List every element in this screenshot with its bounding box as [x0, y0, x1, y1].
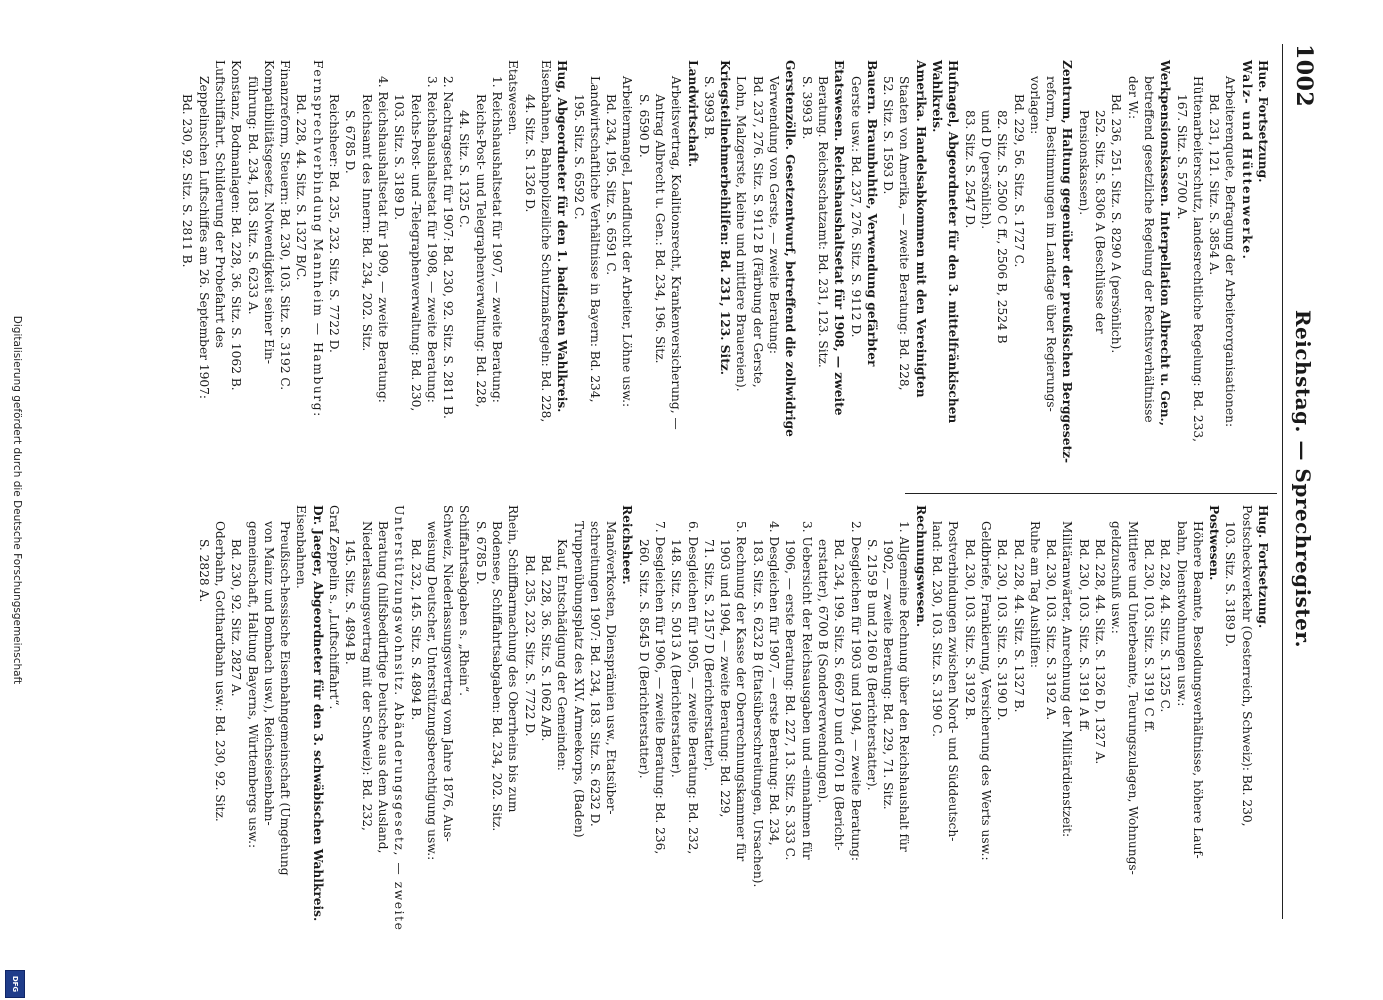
register-line: Bauern. Braunbuhtie, Verwendung gefärbter: [864, 60, 879, 367]
register-line: Höhere Beamte, Besoldungsverhältnisse, höhere Lauf-: [1190, 521, 1205, 859]
register-line: 183. Sitz. S. 6232 B (Etatsüberschreitungen, Ursachen).: [750, 539, 765, 888]
register-line: 252. Sitz. S. 8306 A (Beschlüsse der: [1093, 110, 1108, 334]
register-line: Etatswesen. Reichshaushaltsetat für 1908, — zweite: [832, 60, 847, 416]
register-line: S. 6590 D.: [636, 94, 651, 158]
register-line: S. 2828 A.: [196, 539, 211, 603]
register-line: Bd. 230, 92. Sitz. 2827 A.: [229, 539, 244, 697]
register-line: 44. Sitz. S. 1326 D.: [522, 94, 537, 213]
register-line: 145. Sitz. S. 4894 B.: [343, 539, 358, 665]
register-line: Bd. 228, 36. Sitz. S. 1062 A/B.: [538, 555, 553, 742]
register-line: 1903 und 1904, — zweite Beratung: Bd. 229,: [718, 539, 733, 818]
register-line: Postverbindungen zwischen Nord- und Süddeutsch-: [946, 521, 961, 842]
register-line: Antrag Albrecht u. Gen.: Bd. 234, 196. Sitz.: [653, 94, 668, 364]
register-line: Luftschiffahrt. Schilderung der Probefahrt des: [213, 60, 227, 349]
register-line: 1906, — erste Beratung: Bd. 227, 13. Sitz. S. 333 C.: [783, 539, 798, 861]
register-line: Bd. 230, 103. Sitz. S. 3192 A.: [1044, 539, 1059, 721]
dfg-logo: DFG: [5, 970, 25, 998]
right-column: [195, 505, 1271, 935]
register-line: reform, Bestimmungen im Landtage über Regierungs-: [1044, 76, 1059, 412]
register-line: 3. Uebersicht der Reichsausgaben und -einnahmen für: [799, 521, 814, 860]
register-line: Bd. 231, 121. Sitz. S. 3854 A.: [1207, 94, 1222, 276]
register-line: vorlagen:: [1027, 76, 1042, 135]
register-line: 3. Reichshaushaltsetat für 1908, — zweite Beratung:: [424, 76, 439, 403]
register-line: 4. Reichshaushaltsetat für 1909, — zweite Beratung:: [375, 76, 390, 403]
left-column: [179, 60, 1271, 490]
register-line: Pensionskassen).: [1076, 110, 1091, 216]
register-line: Hue. Fortsetzung.: [1256, 60, 1270, 183]
register-line: Niederlassungsvertrag mit der Schweiz): Bd. 232,: [359, 521, 374, 831]
register-line: Unterstützungswohnsitz. Abänderungsgesetz, — zweite: [392, 505, 407, 932]
register-line: Hug. Fortsetzung.: [1256, 505, 1270, 629]
register-line: Staaten von Amerika, — zweite Beratung: Bd. 228,: [897, 76, 912, 391]
register-line: Rhein, Schiffbarmachung des Oberrheins bis zum: [506, 505, 521, 813]
register-line: Preußisch-hessische Eisenbahngemeinschaft (Umgehung: [278, 521, 293, 876]
register-line: erstatter), 6700 B (Sonderverwendungen).: [815, 539, 830, 804]
register-line: Arbeitsvertrag, Koalitionsrecht, Krankenversicherung, —: [669, 76, 684, 430]
header-rule: [1282, 44, 1283, 919]
register-line: 148. Sitz. S. 5013 A (Berichterstatter).: [669, 539, 684, 778]
register-line: der W.:: [1125, 76, 1140, 120]
register-line: Konstanz, Bodmanlagen: Bd. 228, 36. Sitz. S. 1062 B.: [229, 60, 244, 391]
register-line: Bodensee, Schiffahrtsabgaben: Bd. 234, 202. Sitz.: [490, 521, 505, 832]
register-line: Arbeitermangel, Landflucht der Arbeiter, Löhne usw.:: [620, 76, 635, 408]
register-line: Lohn, Malzgerste, kleine und mittlere Brauereien).: [734, 76, 749, 392]
register-line: 1. Allgemeine Rechnung über den Reichshaushalt für: [897, 521, 912, 852]
register-line: 5. Rechnung der Kasse der Oberrechnungskammer für: [734, 521, 749, 862]
register-line: führung: Bd. 234, 183. Sitz. S. 6233 A.: [245, 76, 260, 315]
register-line: Reichsheer: Bd. 235, 232. Sitz. S. 7722 D.: [327, 94, 342, 353]
register-line: Manöverkosten, Diensprämien usw., Etatsüber-: [604, 521, 619, 815]
register-line: Postscheckverkehr (Oesterreich, Schweiz): Bd. 230,: [1239, 505, 1254, 827]
register-line: Eisenbahnen.: [294, 505, 309, 589]
register-line: S. 6785 D.: [473, 521, 488, 585]
page-header: [1283, 44, 1323, 914]
register-line: Bd. 228, 44. Sitz. S. 1327 B.: [1011, 539, 1026, 713]
page-number: 1002: [1291, 44, 1317, 108]
register-line: Arbeiterenquete, Befragung der Arbeiterorganisationen:: [1223, 76, 1238, 428]
register-line: Kriegsteilnehmerbeihilfen: Bd. 231, 123. Sitz.: [718, 60, 733, 375]
register-line: 2. Desgleichen für 1903 und 1904, — zweite Beratung:: [848, 521, 863, 862]
register-line: Dr. Jaeger, Abgeordneter für den 3. schwäbischen Wahlkreis.: [310, 505, 325, 922]
register-line: Reichsamt des Innern: Bd. 234, 202. Sitz.: [359, 94, 374, 352]
register-line: Geldbriefe, Frankierung, Versicherung des Werts usw.:: [978, 521, 993, 861]
register-line: Postwesen.: [1207, 505, 1222, 581]
register-line: 71. Sitz. S. 2157 D (Berichterstatter).: [701, 539, 716, 771]
register-line: schreitungen 1907: Bd. 234, 183. Sitz. S. 6232 D.: [587, 521, 602, 827]
register-line: Bd. 236, 251. Sitz. S. 8290 A (persönlich).: [1109, 94, 1124, 354]
register-line: 7. Desgleichen für 1906, — zweite Beratung: Bd. 236,: [653, 521, 668, 855]
register-line: S. 6785 D.: [343, 110, 358, 174]
register-line: Kompatibilitätsgesetz. Notwendigkeit seiner Ein-: [261, 60, 276, 364]
register-line: Bd. 234, 195. Sitz. S. 6591 C.: [604, 94, 619, 276]
register-line: Finanzreform, Steuern: Bd. 230, 103. Sitz. S. 3192 C.: [278, 60, 293, 391]
register-line: Schweiz, Niederlassungsvertrag vom Jahre 1876, Aus-: [441, 505, 456, 842]
register-line: Bd. 229, 56. Sitz. S. 1727 C.: [1011, 94, 1026, 268]
register-line: Bd. 230, 103. Sitz. S. 3191 A ff.: [1076, 539, 1091, 733]
register-line: Landwirtschaftliche Verhältnisse in Bayern: Bd. 234,: [587, 76, 602, 403]
register-line: Bd. 230, 103. Sitz. S. 3192 B.: [962, 539, 977, 721]
register-line: bahn, Dienstwohnungen usw.:: [1174, 521, 1189, 707]
register-line: S. 3993 B.: [799, 76, 814, 140]
register-line: 103. Sitz. S. 3189 D.: [392, 94, 407, 221]
register-line: Bd. 230, 92. Sitz. S. 2811 B.: [180, 94, 195, 268]
register-line: S. 2159 B und 2160 B (Berichterstatter).: [864, 539, 879, 791]
register-line: Truppenübungsplatz des XIV. Armeekorps, (Baden): [571, 521, 586, 838]
register-line: Etatswesen.: [506, 60, 521, 136]
register-line: Reichsheer.: [620, 505, 635, 585]
register-line: Militäranwärter, Anrechnung der Militärdienstzeit:: [1060, 521, 1075, 838]
register-line: Reichs-Post- und -Telegraphenverwaltung: Bd. 230,: [408, 94, 423, 412]
register-line: Zeppelinschen Luftschiffes am 26. September 1907:: [196, 76, 211, 400]
register-line: Oderbahn, Gotthardbahn usw.: Bd. 230, 92. Sitz.: [213, 521, 227, 822]
register-line: 1902, — zweite Beratung: Bd. 229, 71. Sitz.: [881, 539, 896, 810]
register-line: geldzuschuß usw.:: [1109, 521, 1124, 634]
register-line: Werkpensionskassen. Interpellation Albrecht u. Gen.,: [1158, 60, 1173, 427]
column-divider: [905, 493, 1277, 494]
register-line: Bd. 230, 103. Sitz. S. 3191 C ff.: [1141, 539, 1156, 733]
running-title: Reichstag. — Sprechregister.: [1291, 309, 1315, 649]
funding-note: Digitalisierung gefördert durch die Deutsche Forschungsgemeinschaft: [11, 315, 23, 685]
register-line: und D (persönlich).: [978, 110, 993, 230]
register-line: Bd. 234, 199. Sitz. S. 6697 D und 6701 B (Bericht-: [832, 539, 847, 851]
register-line: 52. Sitz. S. 1593 D.: [881, 76, 896, 195]
register-line: weisung Deutscher, Unterstützungsberechtigung usw.:: [424, 521, 439, 861]
register-line: Bd. 228, 44. Sitz. S. 1327 B/C.: [294, 94, 309, 281]
register-line: Beratung (hilfsbedürftige Deutsche aus dem Ausland,: [375, 521, 390, 854]
register-line: 260. Sitz. S. 8545 D (Berichterstatter).: [636, 539, 651, 779]
register-line: Graf Zeppelin s. „Luftschiffahrt“.: [327, 505, 342, 710]
register-line: Bd. 230, 103. Sitz. S. 3190 D.: [995, 539, 1010, 721]
register-line: 103. Sitz. S. 3189 D.: [1223, 521, 1238, 648]
register-line: land: Bd. 230, 103. Sitz. S. 3190 C.: [930, 521, 945, 737]
register-line: Rechnungswesen.: [913, 505, 928, 628]
register-line: Hufnagel, Abgeordneter für den 3. mittelfränkischen Wahlkreis.: [930, 60, 961, 424]
register-line: Schiffahrtsabgaben s. „Rhein“.: [457, 505, 472, 696]
register-line: Hug, Abgeordneter für den 1. badischen Wahlkreis.: [555, 60, 570, 413]
register-line: Mittlere und Unterbeamte, Teurungszulagen, Wohnungs-: [1125, 521, 1140, 875]
register-line: Kauf, Entschädigung der Gemeinden:: [555, 539, 570, 771]
register-line: 82. Sitz. S. 2500 C ff., 2506 B, 2524 B: [995, 110, 1010, 344]
register-line: Beratung. Reichsschatzamt: Bd. 231, 123. Sitz.: [815, 76, 830, 368]
register-line: Bd. 237, 276. Sitz. S. 9112 B (Färbung der Gerste,: [750, 76, 765, 388]
register-line: Bd. 235, 232. Sitz. S. 7722 D.: [522, 555, 537, 737]
register-line: Verwendung von Gerste, — zweite Beratung:: [767, 76, 782, 354]
register-line: gemeinschaft, Haltung Bayerns, Württembergs usw.:: [245, 521, 260, 849]
register-line: Landwirtschaft.: [685, 60, 700, 168]
register-line: 1. Reichshaushaltsetat für 1907, — zweite Beratung:: [490, 76, 505, 403]
register-line: S. 3993 B.: [701, 76, 716, 140]
register-line: 195. Sitz. S. 6592 C.: [571, 94, 586, 220]
register-line: Gerstenzölle. Gesetzentwurf, betreffend die zollwidrige: [783, 60, 798, 437]
register-line: Bd. 232, 145. Sitz. S. 4894 B.: [408, 539, 423, 721]
register-line: 6. Desgleichen für 1905, — zweite Beratung: Bd. 232,: [685, 521, 700, 855]
register-line: Gerste usw.: Bd. 237, 276. Sitz. S. 9112 D.: [848, 76, 863, 338]
register-line: 2. Nachtragsetat für 1907: Bd. 230, 92. Sitz. S. 2811 B.: [441, 76, 456, 419]
register-line: Reichs-Post- und Telegraphenverwaltung: Bd. 228,: [473, 94, 488, 408]
register-line: von Mainz und Bombach usw.), Reichseisenbahn-: [261, 521, 276, 826]
register-line: Amerika. Handelsabkommen mit den Vereinigten: [913, 60, 928, 398]
register-line: Hüttenarbeiterschutz, landesrechtliche Regelung: Bd. 233,: [1190, 76, 1205, 442]
register-line: Eisenbahnen, Bahnpolizeiliche Schutzmaßregeln: Bd. 228,: [538, 60, 553, 423]
register-line: Ruhe am Tag Aushilfen:: [1027, 521, 1042, 669]
register-line: Zentrum, Haltung gegenüber der preußischen Berggesetz-: [1060, 60, 1075, 464]
register-line: 44. Sitz. S. 1325 C.: [457, 110, 472, 228]
register-line: Walz- und Hüttenwerke.: [1239, 60, 1254, 261]
register-line: Fernsprechverbindung Mannheim — Hamburg:: [310, 60, 325, 418]
register-line: Bd. 228, 44. Sitz. S. 1326 D, 1327 A.: [1093, 539, 1108, 765]
register-line: Bd. 228, 44. Sitz. S. 1325 C.: [1158, 539, 1173, 713]
register-line: 83. Sitz. S. 2547 D.: [962, 110, 977, 229]
register-line: 167. Sitz. S. 5700 A.: [1174, 94, 1189, 220]
register-line: betreffend gesetzliche Regelung der Rechtsverhältnisse: [1141, 76, 1156, 423]
register-line: 4. Desgleichen für 1907, — erste Beratung: Bd. 234,: [767, 521, 782, 846]
